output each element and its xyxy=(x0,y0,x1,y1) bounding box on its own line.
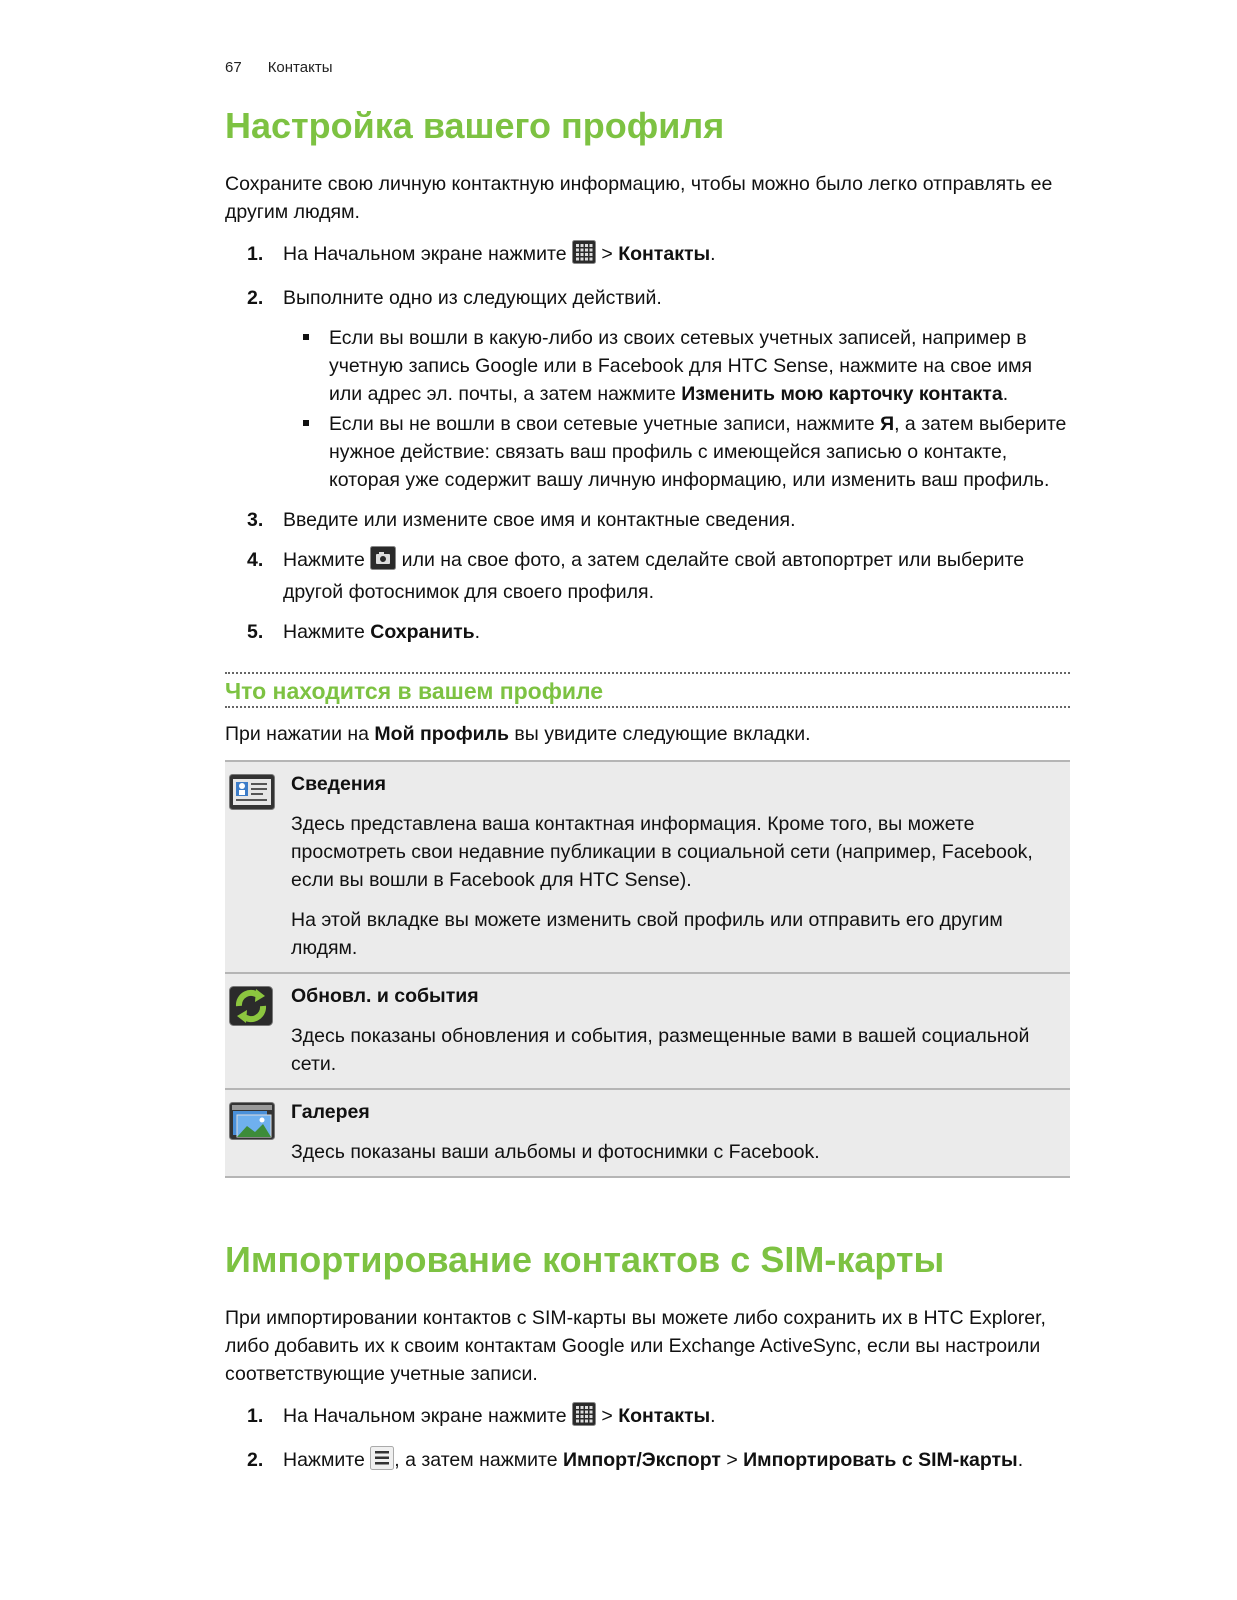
bullet-text-after: , а затем выберите нужное действие: связать ваш профиль с имеющейся записью о контакте, которая уже содержит вашу личную информацию, или изменить ваш профиль. xyxy=(329,413,1067,491)
bullet-item xyxy=(283,410,1070,494)
step-number: 1. xyxy=(247,243,264,265)
intro-text-after: вы увидите следующие вкладки. xyxy=(509,723,811,745)
step-text: Введите или измените свое имя и контактные сведения. xyxy=(283,509,796,531)
bullet-marker xyxy=(303,420,309,426)
step-text: Нажмите xyxy=(283,1449,365,1471)
all-apps-icon xyxy=(572,240,596,272)
page-content xyxy=(225,100,1070,1490)
step-text-after: . xyxy=(710,243,716,265)
step-number: 5. xyxy=(247,621,264,643)
step-number: 2. xyxy=(247,1449,264,1471)
bullet-item xyxy=(283,324,1070,408)
subsection-intro xyxy=(225,720,1070,748)
step xyxy=(225,546,1070,606)
table-row xyxy=(225,761,1070,973)
header-section: Контакты xyxy=(267,59,333,76)
step-bold: Импортировать с SIM-карты xyxy=(743,1449,1018,1471)
intro-text: При нажатии на xyxy=(225,723,375,745)
camera-icon xyxy=(370,546,396,578)
subsection-heading xyxy=(225,672,1070,708)
table-icon-cell xyxy=(225,973,291,1089)
tab-description: Здесь показаны ваши альбомы и фотоснимки с Facebook. xyxy=(291,1141,820,1163)
step-text-after: . xyxy=(474,621,481,643)
table-icon-cell xyxy=(225,761,291,973)
tab-description: Здесь показаны обновления и события, размещенные вами в вашей социальной сети. xyxy=(291,1025,1030,1075)
step xyxy=(225,284,1070,494)
steps-list-import xyxy=(225,1402,1070,1478)
section-title-profile: Настройка вашего профиля xyxy=(225,105,725,146)
section-intro: При импортировании контактов с SIM-карты вы можете либо сохранить их в HTC Explorer, либо добавить их к своим контактам Google или Exchange ActiveSync, если вы настроили соответствующие учетные записи. xyxy=(225,1307,1046,1385)
table-row xyxy=(225,1089,1070,1177)
table-text-cell xyxy=(291,973,1070,1089)
subsection-title: Что находится в вашем профиле xyxy=(225,678,604,704)
bullet-text: Если вы не вошли в свои сетевые учетные записи, нажмите xyxy=(329,413,881,435)
table-icon-cell xyxy=(225,1089,291,1177)
bullet-text-after: . xyxy=(1002,383,1009,405)
table-text-cell xyxy=(291,761,1070,973)
step xyxy=(225,506,1070,534)
bullet-bold: Я xyxy=(880,413,895,435)
bullet-marker xyxy=(303,334,309,340)
step-number: 3. xyxy=(247,509,264,531)
tab-title: Обновл. и события xyxy=(291,985,479,1007)
tab-description: Здесь представлена ваша контактная информация. Кроме того, вы можете просмотреть свои недавние публикации в социальной сети (например, Facebook, если вы вошли в Facebook для HTC Sense). xyxy=(291,813,1033,891)
menu-icon xyxy=(370,1446,394,1478)
tab-title: Галерея xyxy=(291,1101,370,1123)
bullet-list xyxy=(283,324,1070,494)
gallery-icon xyxy=(229,1127,275,1144)
step xyxy=(225,240,1070,272)
steps-list-profile xyxy=(225,240,1070,646)
step-separator: > xyxy=(595,1405,619,1427)
step-text: На Начальном экране нажмите xyxy=(283,243,567,265)
bullet-bold: Изменить мою карточку контакта xyxy=(681,383,1003,405)
section-intro: Сохраните свою личную контактную информацию, чтобы можно было легко отправлять ее другим людям. xyxy=(225,173,1053,223)
step-text: Нажмите xyxy=(283,621,371,643)
step-bold: Сохранить xyxy=(370,621,475,643)
tab-title: Сведения xyxy=(291,773,387,795)
contact-card-icon xyxy=(229,797,275,814)
intro-bold: Мой профиль xyxy=(374,723,510,745)
step-text-after: . xyxy=(710,1405,716,1427)
bullet-text: Если вы вошли в какую-либо из своих сетевых учетных записей, например в учетную запись Google или в Facebook для HTC Sense, нажмите на свое имя или адрес эл. почты, а затем нажмите xyxy=(329,327,1033,405)
page-header xyxy=(225,59,332,76)
section-title-import: Импортирование контактов с SIM-карты xyxy=(225,1239,945,1280)
step xyxy=(225,1402,1070,1434)
step-separator: > xyxy=(595,243,619,265)
step-text: На Начальном экране нажмите xyxy=(283,1405,567,1427)
table-text-cell xyxy=(291,1089,1070,1177)
step xyxy=(225,618,1070,646)
step-bold: Импорт/Экспорт xyxy=(563,1449,721,1471)
step xyxy=(225,1446,1070,1478)
step-text-after: или на свое фото, а затем сделайте свой автопортрет или выберите другой фотоснимок для своего профиля. xyxy=(283,549,1025,603)
step-text-after: . xyxy=(1017,1449,1024,1471)
step-bold: Контакты xyxy=(618,243,711,265)
step-text-mid: , а затем нажмите xyxy=(394,1449,564,1471)
table-row xyxy=(225,973,1070,1089)
step-text: Выполните одно из следующих действий. xyxy=(283,287,662,309)
step-number: 1. xyxy=(247,1405,264,1427)
step-separator: > xyxy=(720,1449,744,1471)
tab-description: На этой вкладке вы можете изменить свой профиль или отправить его другим людям. xyxy=(291,909,1003,959)
step-number: 2. xyxy=(247,287,264,309)
step-number: 4. xyxy=(247,549,264,571)
profile-tabs-table xyxy=(225,760,1070,1178)
step-bold: Контакты xyxy=(618,1405,711,1427)
all-apps-icon xyxy=(572,1402,596,1434)
step-text: Нажмите xyxy=(283,549,365,571)
page-number: 67 xyxy=(225,59,242,76)
refresh-icon xyxy=(229,1013,273,1030)
